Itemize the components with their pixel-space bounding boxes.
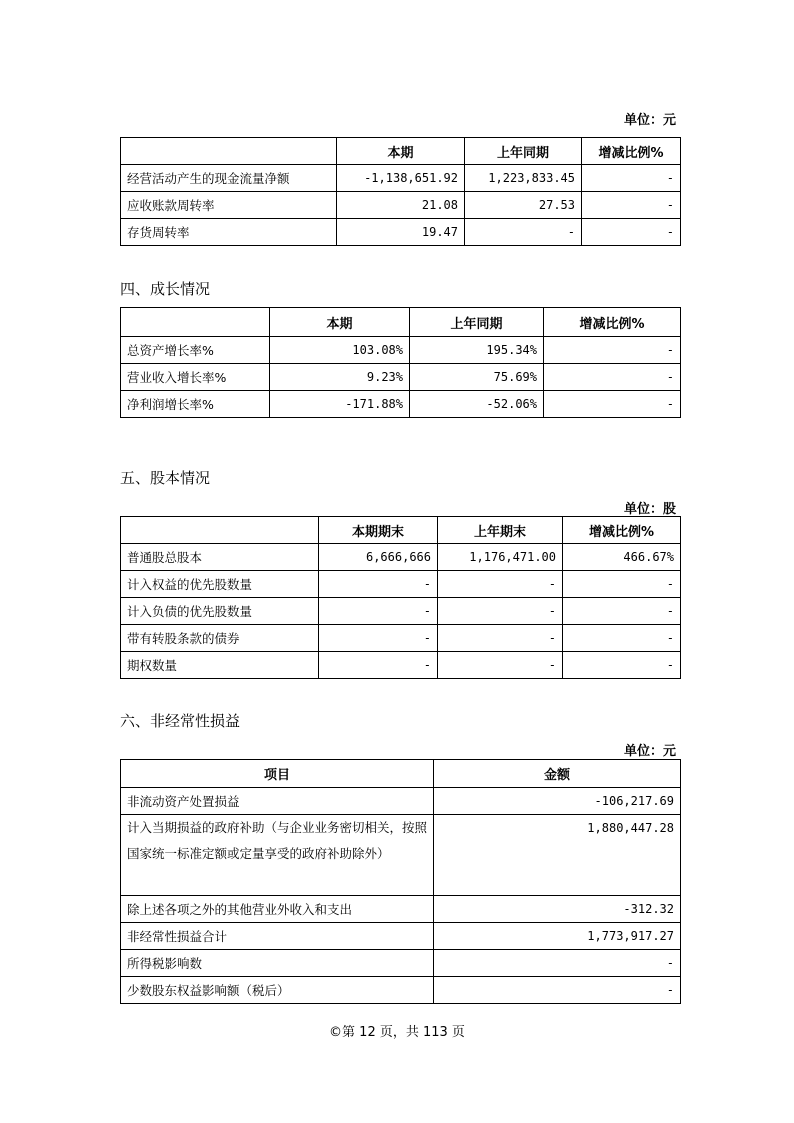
cell-current: - bbox=[319, 625, 438, 652]
cell-current: - bbox=[319, 598, 438, 625]
cell-current: 21.08 bbox=[337, 192, 465, 219]
row-label: 总资产增长率% bbox=[121, 337, 270, 364]
row-label: 所得税影响数 bbox=[121, 950, 434, 977]
cell-amount: - bbox=[434, 977, 681, 1004]
cell-amount: -312.32 bbox=[434, 896, 681, 923]
cell-amount: - bbox=[434, 950, 681, 977]
growth-table bbox=[120, 307, 681, 418]
cell-change: - bbox=[582, 192, 681, 219]
cell-current: - bbox=[319, 571, 438, 598]
row-label: 存货周转率 bbox=[121, 219, 337, 246]
table-row bbox=[121, 364, 681, 391]
cell-change: - bbox=[563, 652, 681, 679]
header-cell: 增减比例% bbox=[582, 138, 681, 165]
row-label: 期权数量 bbox=[121, 652, 319, 679]
table-header-row bbox=[121, 760, 681, 788]
table-row bbox=[121, 896, 681, 923]
header-cell: 本期 bbox=[337, 138, 465, 165]
section-heading-nonrecurring: 六、非经常性损益 bbox=[120, 712, 241, 730]
table-row bbox=[121, 337, 681, 364]
cash-metrics-table bbox=[120, 137, 681, 246]
cell-prior: 1,176,471.00 bbox=[438, 544, 563, 571]
cell-current: - bbox=[319, 652, 438, 679]
header-cell: 金额 bbox=[434, 760, 681, 788]
cell-prior: 75.69% bbox=[410, 364, 544, 391]
nonrecurring-table bbox=[120, 759, 681, 1004]
cell-change: - bbox=[563, 598, 681, 625]
table-row bbox=[121, 544, 681, 571]
cell-prior: 27.53 bbox=[465, 192, 582, 219]
table-row bbox=[121, 788, 681, 815]
section-heading-equity: 五、股本情况 bbox=[120, 469, 211, 487]
row-label: 计入负债的优先股数量 bbox=[121, 598, 319, 625]
header-cell: 项目 bbox=[121, 760, 434, 788]
row-label: 少数股东权益影响额（税后） bbox=[121, 977, 434, 1004]
section-heading-growth: 四、成长情况 bbox=[120, 280, 211, 298]
cell-current: 19.47 bbox=[337, 219, 465, 246]
row-label: 非经常性损益合计 bbox=[121, 923, 434, 950]
row-label: 营业收入增长率% bbox=[121, 364, 270, 391]
row-label: 净利润增长率% bbox=[121, 391, 270, 418]
unit-label-nonrecurring: 单位：元 bbox=[623, 744, 676, 759]
cell-prior: - bbox=[438, 598, 563, 625]
table-row bbox=[121, 165, 681, 192]
cell-prior: - bbox=[438, 652, 563, 679]
row-label: 除上述各项之外的其他营业外收入和支出 bbox=[121, 896, 434, 923]
table-row bbox=[121, 219, 681, 246]
cell-amount: -106,217.69 bbox=[434, 788, 681, 815]
unit-label-equity: 单位：股 bbox=[623, 502, 676, 517]
cell-prior: - bbox=[438, 625, 563, 652]
cell-current: 103.08% bbox=[270, 337, 410, 364]
cell-change: 466.67% bbox=[563, 544, 681, 571]
cell-prior: 1,223,833.45 bbox=[465, 165, 582, 192]
unit-label-cash: 单位：元 bbox=[623, 113, 676, 128]
cell-change: - bbox=[582, 219, 681, 246]
header-cell: 上年同期 bbox=[410, 308, 544, 337]
cell-prior: 195.34% bbox=[410, 337, 544, 364]
cell-change: - bbox=[582, 165, 681, 192]
equity-table bbox=[120, 516, 681, 679]
cell-change: - bbox=[563, 625, 681, 652]
cell-change: - bbox=[544, 364, 681, 391]
header-cell: 上年期末 bbox=[438, 517, 563, 544]
cell-change: - bbox=[544, 337, 681, 364]
cell-change: - bbox=[563, 571, 681, 598]
cell-current: -1,138,651.92 bbox=[337, 165, 465, 192]
table-row bbox=[121, 977, 681, 1004]
row-label: 普通股总股本 bbox=[121, 544, 319, 571]
table-row bbox=[121, 192, 681, 219]
table-row bbox=[121, 391, 681, 418]
header-cell: 本期 bbox=[270, 308, 410, 337]
header-cell: 本期期末 bbox=[319, 517, 438, 544]
table-row bbox=[121, 950, 681, 977]
cell-prior: - bbox=[465, 219, 582, 246]
cell-current: 6,666,666 bbox=[319, 544, 438, 571]
header-cell bbox=[121, 138, 337, 165]
row-label: 应收账款周转率 bbox=[121, 192, 337, 219]
table-header-row bbox=[121, 138, 681, 165]
header-cell bbox=[121, 308, 270, 337]
cell-prior: - bbox=[438, 571, 563, 598]
header-cell: 上年同期 bbox=[465, 138, 582, 165]
row-label: 计入当期损益的政府补助（与企业业务密切相关，按照国家统一标准定额或定量享受的政府补助除外） bbox=[121, 815, 434, 896]
table-row bbox=[121, 598, 681, 625]
table-row bbox=[121, 923, 681, 950]
row-label: 经营活动产生的现金流量净额 bbox=[121, 165, 337, 192]
cell-change: - bbox=[544, 391, 681, 418]
table-row bbox=[121, 571, 681, 598]
header-cell bbox=[121, 517, 319, 544]
header-cell: 增减比例% bbox=[544, 308, 681, 337]
cell-current: -171.88% bbox=[270, 391, 410, 418]
row-label: 带有转股条款的债券 bbox=[121, 625, 319, 652]
cell-amount: 1,773,917.27 bbox=[434, 923, 681, 950]
row-label: 非流动资产处置损益 bbox=[121, 788, 434, 815]
cell-current: 9.23% bbox=[270, 364, 410, 391]
table-row bbox=[121, 625, 681, 652]
row-label: 计入权益的优先股数量 bbox=[121, 571, 319, 598]
table-header-row bbox=[121, 308, 681, 337]
header-cell: 增减比例% bbox=[563, 517, 681, 544]
cell-prior: -52.06% bbox=[410, 391, 544, 418]
page-number-footer: ©第 12 页，共 113 页 bbox=[329, 1025, 465, 1040]
table-row bbox=[121, 815, 681, 896]
cell-amount: 1,880,447.28 bbox=[434, 815, 681, 896]
table-header-row bbox=[121, 517, 681, 544]
table-row bbox=[121, 652, 681, 679]
